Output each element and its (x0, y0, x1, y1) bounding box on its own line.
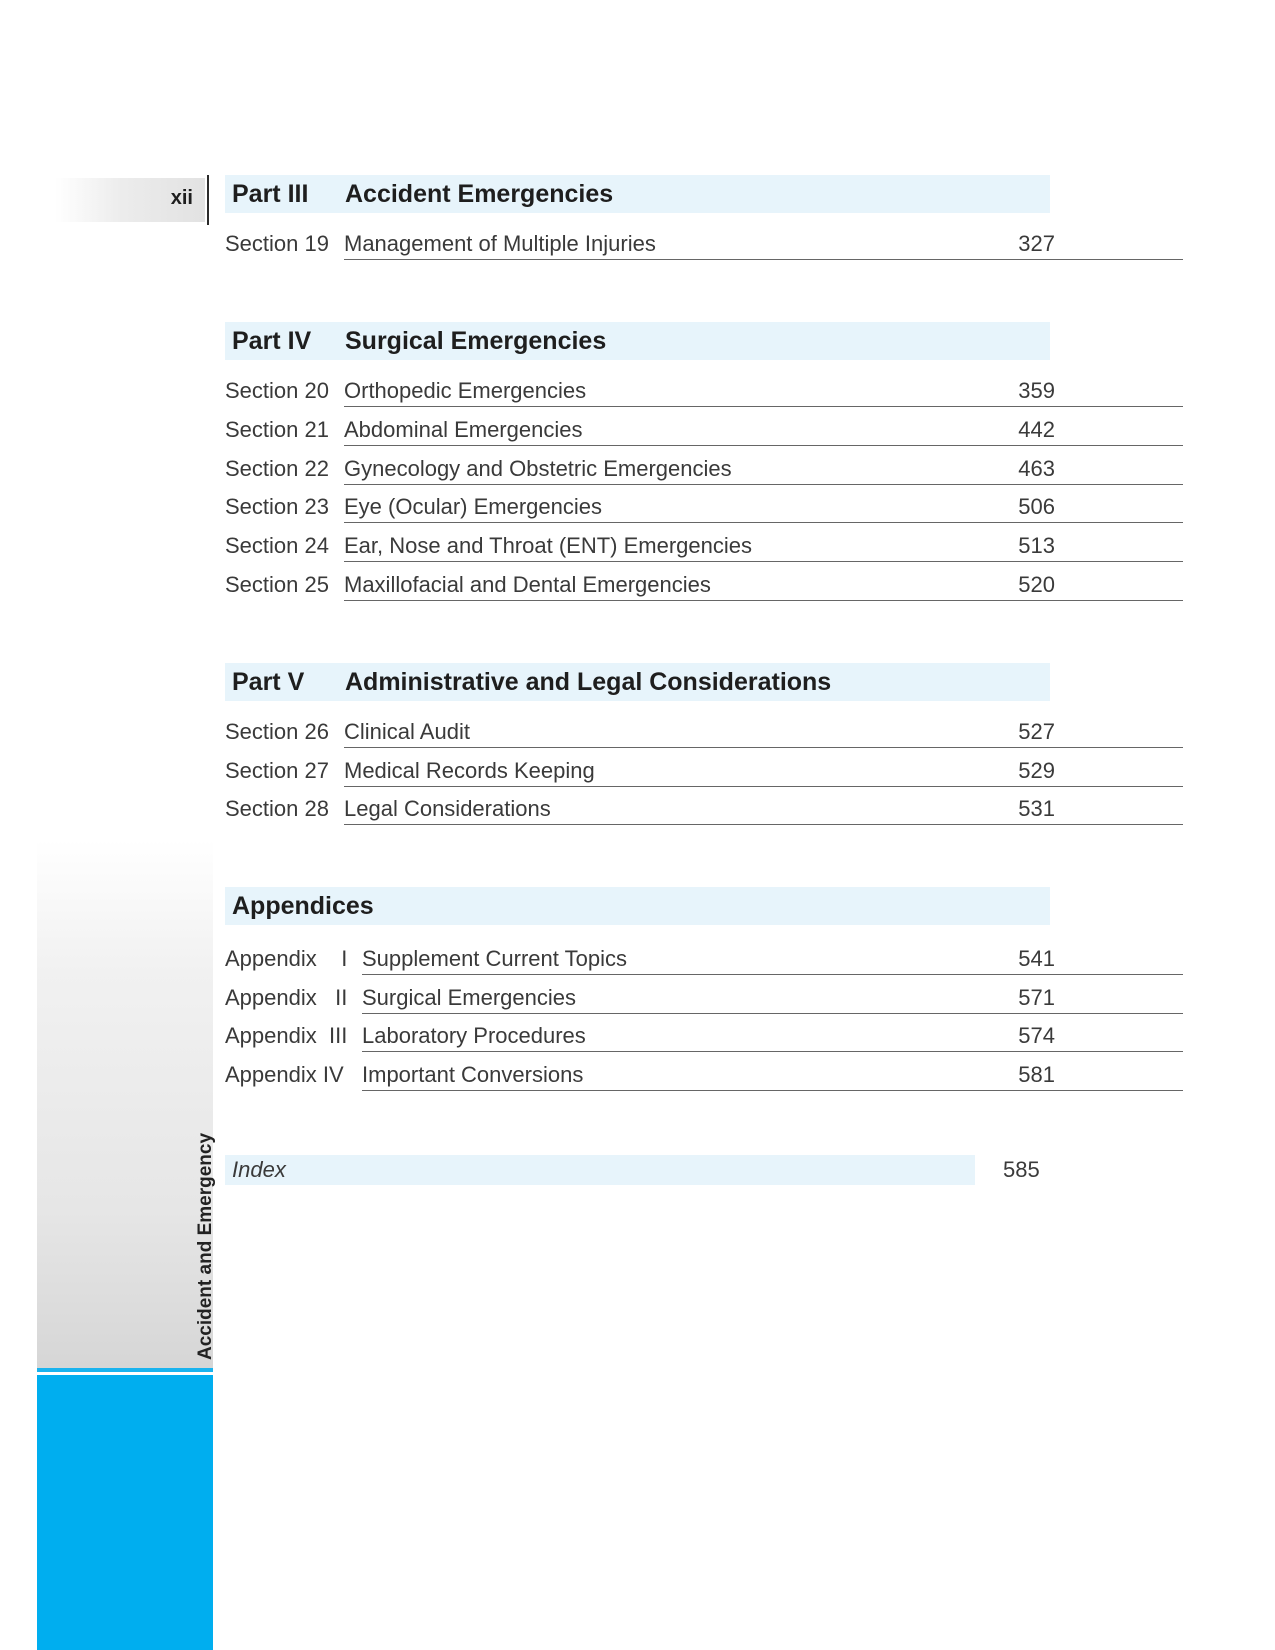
page-ref: 513 (1018, 533, 1055, 558)
toc-entry[interactable] (225, 719, 1055, 755)
page-number: xii (170, 187, 193, 209)
appendices-header (225, 887, 1050, 925)
part-label: Part III (232, 180, 309, 208)
page-ref: 359 (1018, 378, 1055, 403)
part-label: Part V (232, 668, 305, 696)
section-title: Gynecology and Obstetric Emergencies (344, 456, 1183, 485)
section-title: Eye (Ocular) Emergencies (344, 494, 1183, 523)
section-title: Abdominal Emergencies (344, 417, 1183, 446)
page-ref: 541 (1018, 946, 1055, 971)
part-title: Surgical Emergencies (345, 327, 607, 355)
index-entry[interactable] (225, 1155, 975, 1185)
appendix-label: Appendix I (225, 946, 348, 971)
index-page-ref: 585 (1003, 1157, 1040, 1182)
appendix-title: Supplement Current Topics (362, 946, 1183, 975)
section-title: Ear, Nose and Throat (ENT) Emergencies (344, 533, 1183, 562)
section-label: Section 20 (225, 378, 329, 403)
page-ref: 581 (1018, 1062, 1055, 1087)
page-ref: 327 (1018, 231, 1055, 256)
part-title: Accident Emergencies (345, 180, 614, 208)
appendix-title: Laboratory Procedures (362, 1023, 1183, 1052)
part-header (225, 663, 1050, 701)
toc-entry[interactable] (225, 378, 1055, 414)
appendix-label: Appendix II (225, 985, 348, 1010)
appendices-heading: Appendices (232, 892, 374, 920)
part-title: Administrative and Legal Considerations (345, 668, 832, 696)
section-label: Section 28 (225, 796, 329, 821)
book-title: Accident and Emergency (195, 1132, 216, 1360)
toc-entry[interactable] (225, 456, 1055, 492)
appendix-title: Surgical Emergencies (362, 985, 1183, 1014)
toc-entry[interactable] (225, 533, 1055, 569)
part-header (225, 175, 1050, 213)
section-title: Orthopedic Emergencies (344, 378, 1183, 407)
page-ref: 571 (1018, 985, 1055, 1010)
toc-entry[interactable] (225, 231, 1055, 267)
page-ref: 574 (1018, 1023, 1055, 1048)
page-ref: 506 (1018, 494, 1055, 519)
section-label: Section 19 (225, 231, 329, 256)
section-label: Section 22 (225, 456, 329, 481)
toc-entry[interactable] (225, 758, 1055, 794)
page-ref: 463 (1018, 456, 1055, 481)
toc-entry[interactable] (225, 1023, 1055, 1059)
page-ref: 527 (1018, 719, 1055, 744)
page-ref: 520 (1018, 572, 1055, 597)
toc-entry[interactable] (225, 417, 1055, 453)
page-number-divider (207, 175, 209, 225)
section-title: Clinical Audit (344, 719, 1183, 748)
section-label: Section 26 (225, 719, 329, 744)
section-title: Medical Records Keeping (344, 758, 1183, 787)
side-band-blue (37, 1375, 213, 1650)
part-header (225, 322, 1050, 360)
section-label: Section 23 (225, 494, 329, 519)
toc-entry[interactable] (225, 946, 1055, 982)
page-ref: 442 (1018, 417, 1055, 442)
appendix-label: Appendix IV (225, 1062, 344, 1087)
side-band-grey (37, 840, 213, 1368)
appendix-label: Appendix III (225, 1023, 348, 1048)
toc-entry[interactable] (225, 572, 1055, 608)
section-title: Management of Multiple Injuries (344, 231, 1183, 260)
toc-entry[interactable] (225, 1062, 1055, 1098)
section-title: Legal Considerations (344, 796, 1183, 825)
section-label: Section 27 (225, 758, 329, 783)
section-title: Maxillofacial and Dental Emergencies (344, 572, 1183, 601)
toc-entry[interactable] (225, 796, 1055, 832)
part-label: Part IV (232, 327, 312, 355)
toc-entry[interactable] (225, 494, 1055, 530)
section-label: Section 24 (225, 533, 329, 558)
index-label: Index (232, 1157, 286, 1182)
page-ref: 529 (1018, 758, 1055, 783)
page-ref: 531 (1018, 796, 1055, 821)
toc-entry[interactable] (225, 985, 1055, 1021)
section-label: Section 25 (225, 572, 329, 597)
page-number-tab (55, 178, 205, 222)
side-band-line (37, 1368, 213, 1372)
section-label: Section 21 (225, 417, 329, 442)
appendix-title: Important Conversions (362, 1062, 1183, 1091)
